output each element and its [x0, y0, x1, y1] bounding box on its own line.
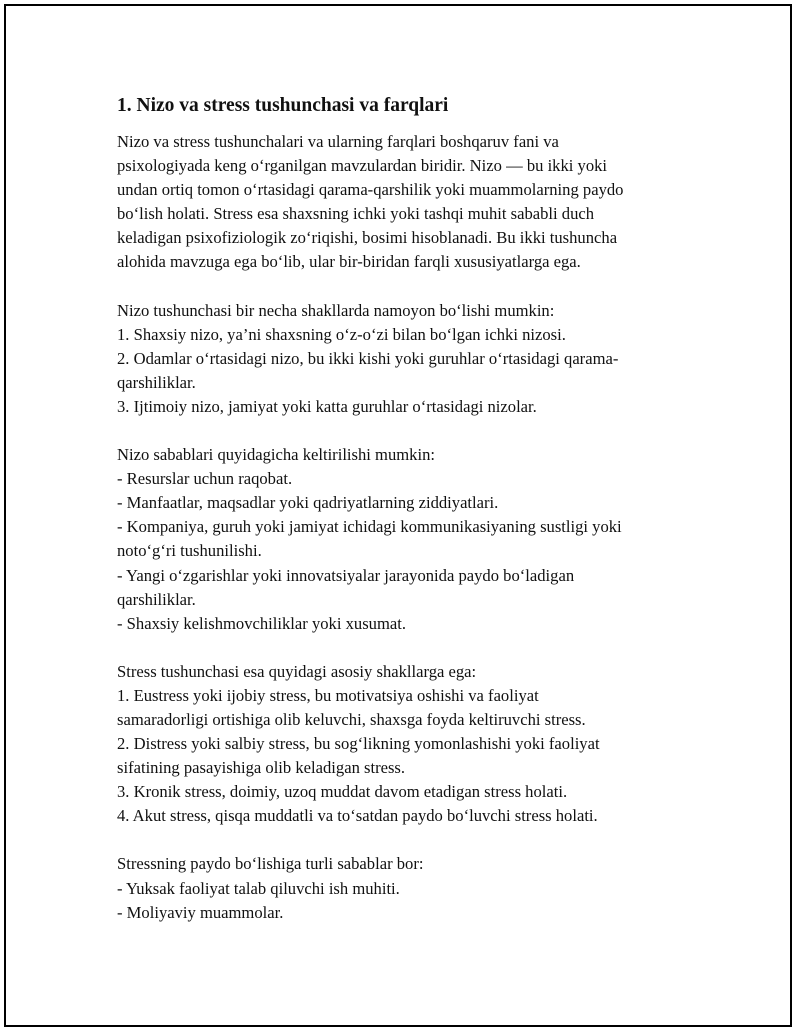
list-item: - Kompaniya, guruh yoki jamiyat ichidagi kommunikasiyaning sustligi yoki [117, 517, 622, 537]
text-line: psixologiyada keng o‘rganilgan mavzulardan biridir. Nizo — bu ikki yoki [117, 156, 608, 176]
text-line: keladigan psixofiziologik zo‘riqishi, bosimi hisoblanadi. Bu ikki tushuncha [117, 228, 618, 248]
list-item: - Yangi o‘zgarishlar yoki innovatsiyalar jarayonida paydo bo‘ladigan [117, 565, 575, 585]
list-item: 1. Eustress yoki ijobiy stress, bu motivatsiya oshishi va faoliyat [117, 685, 539, 705]
conflict-forms-paragraph [117, 299, 687, 419]
text-line: undan ortiq tomon o‘rtasidagi qarama-qarshilik yoki muammolarning paydo [117, 180, 624, 200]
list-item: - Yuksak faoliyat talab qiluvchi ish muhiti. [117, 878, 400, 898]
list-item: - Shaxsiy kelishmovchiliklar yoki xusumat. [117, 613, 406, 633]
list-item: 4. Akut stress, qisqa muddatli va to‘satdan paydo bo‘luvchi stress holati. [117, 806, 598, 826]
list-item: qarshiliklar. [117, 589, 196, 609]
document-body [117, 94, 687, 949]
text-line: Nizo sabablari quyidagicha keltirilishi mumkin: [117, 445, 435, 465]
intro-paragraph [117, 130, 687, 275]
text-line: Nizo tushunchasi bir necha shakllarda namoyon bo‘lishi mumkin: [117, 300, 555, 320]
list-item: samaradorligi ortishiga olib keluvchi, shaxsga foyda keltiruvchi stress. [117, 709, 586, 729]
stress-forms-paragraph [117, 660, 687, 829]
list-item: 2. Odamlar o‘rtasidagi nizo, bu ikki kishi yoki guruhlar o‘rtasidagi qarama- [117, 348, 619, 368]
text-line: Stressning paydo bo‘lishiga turli sabablar bor: [117, 854, 424, 874]
text-line: Stress tushunchasi esa quyidagi asosiy shakllarga ega: [117, 661, 477, 681]
list-item: 1. Shaxsiy nizo, ya’ni shaxsning o‘z-o‘zi bilan bo‘lgan ichki nizosi. [117, 324, 566, 344]
conflict-causes-paragraph [117, 443, 687, 636]
text-line: Nizo va stress tushunchalari va ularning farqlari boshqaruv fani va [117, 132, 559, 151]
text-line: bo‘lish holati. Stress esa shaxsning ichki yoki tashqi muhit sababli duch [117, 204, 595, 224]
list-item: noto‘g‘ri tushunilishi. [117, 541, 262, 561]
list-item: qarshiliklar. [117, 372, 196, 392]
section-heading: 1. Nizo va stress tushunchasi va farqlari [117, 95, 449, 116]
list-item: 2. Distress yoki salbiy stress, bu sog‘likning yomonlashishi yoki faoliyat [117, 734, 600, 754]
list-item: 3. Kronik stress, doimiy, uzoq muddat davom etadigan stress holati. [117, 782, 568, 802]
list-item: - Resurslar uchun raqobat. [117, 469, 293, 489]
text-line: alohida mavzuga ega bo‘lib, ular bir-biridan farqli xususiyatlarga ega. [117, 252, 581, 272]
stress-causes-paragraph [117, 852, 687, 924]
list-item: - Manfaatlar, maqsadlar yoki qadriyatlarning ziddiyatlari. [117, 493, 499, 513]
list-item: - Moliyaviy muammolar. [117, 902, 284, 922]
list-item: sifatining pasayishiga olib keladigan stress. [117, 758, 406, 778]
list-item: 3. Ijtimoiy nizo, jamiyat yoki katta guruhlar o‘rtasidagi nizolar. [117, 396, 537, 416]
